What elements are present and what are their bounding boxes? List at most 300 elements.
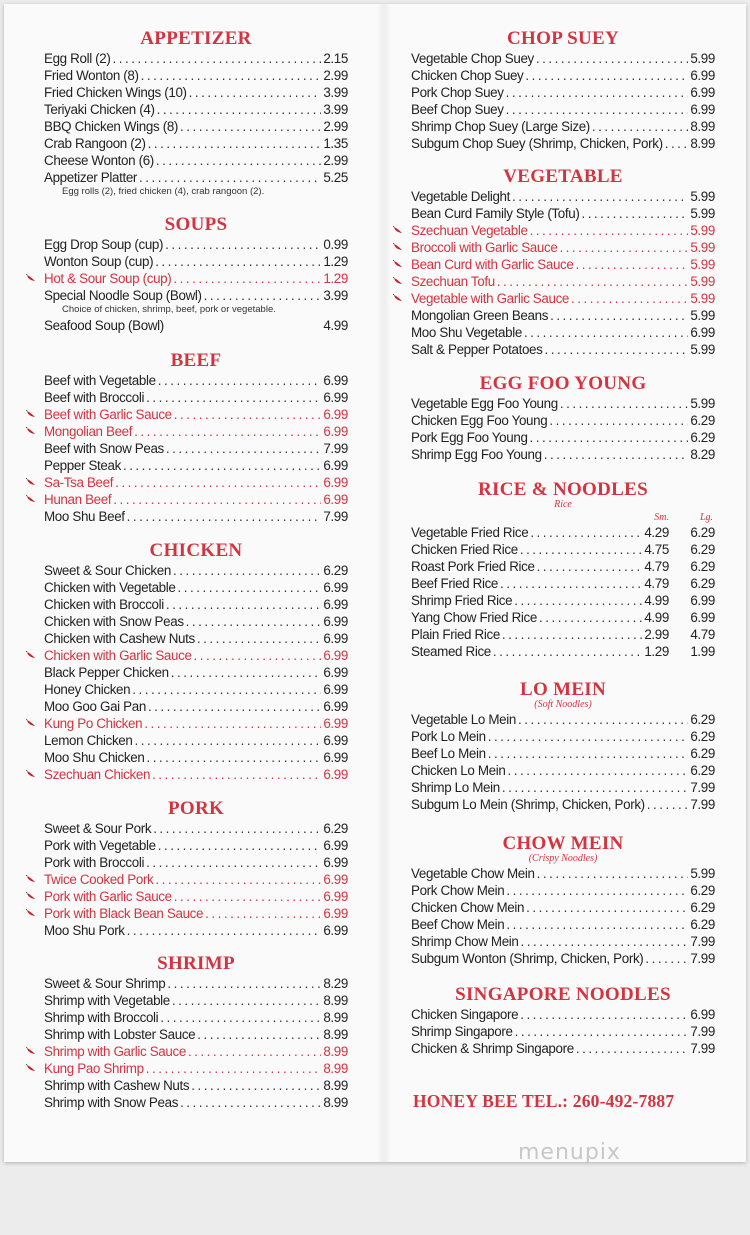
- dot-leader: [537, 558, 643, 575]
- chili-pepper-icon: [393, 226, 404, 234]
- chili-pepper-icon: [26, 909, 37, 917]
- item-name: Beef Fried Rice: [411, 576, 499, 591]
- section-chicken: [44, 540, 348, 783]
- menu-item-chicken-with-vegetable[interactable]: [44, 579, 348, 596]
- menu-item-special-noodle-soup-bowl[interactable]: [44, 287, 348, 304]
- dot-leader: [153, 820, 321, 837]
- dot-leader: [148, 698, 321, 715]
- menu-item-pork-with-black-bean-sauce[interactable]: [44, 905, 348, 922]
- item-name: Shrimp Lo Mein: [411, 780, 500, 795]
- dot-leader: [488, 745, 689, 762]
- menu-item-pork-with-garlic-sauce[interactable]: [44, 888, 348, 905]
- menu-item-seafood-soup-bowl[interactable]: [44, 317, 348, 334]
- item-name: Vegetable Chop Suey: [411, 51, 534, 66]
- menu-item-subgum-chop-suey-shrimp-chicken-pork[interactable]: [411, 135, 715, 152]
- item-price: 6.29: [690, 763, 715, 778]
- menu-item-crab-rangoon-2[interactable]: [44, 135, 348, 152]
- item-name: Steamed Rice: [411, 644, 491, 659]
- item-price: 6.99: [323, 597, 348, 612]
- menu-item-mongolian-beef[interactable]: [44, 423, 348, 440]
- dot-leader: [205, 905, 321, 922]
- menu-item-kung-po-chicken[interactable]: [44, 715, 348, 732]
- menu-item-egg-drop-soup-cup[interactable]: [44, 236, 348, 253]
- chili-pepper-icon: [26, 427, 37, 435]
- section-shrimp: [44, 953, 348, 1111]
- dot-leader: [539, 609, 642, 626]
- menu-item-hot-sour-soup-cup[interactable]: [44, 270, 348, 287]
- menu-item-shrimp-with-garlic-sauce[interactable]: [44, 1043, 348, 1060]
- item-price: 6.29: [323, 821, 348, 836]
- menu-item-chicken-chop-suey[interactable]: [411, 67, 715, 84]
- dot-leader: [525, 67, 688, 84]
- dot-leader: [665, 135, 689, 152]
- menu-item-chicken-fried-rice[interactable]: [411, 541, 715, 558]
- menu-item-vegetable-with-garlic-sauce[interactable]: [411, 290, 715, 307]
- dot-leader: [526, 899, 688, 916]
- menu-item-shrimp-chow-mein[interactable]: [411, 933, 715, 950]
- menu-item-appetizer-platter[interactable]: [44, 169, 348, 186]
- item-name: Beef Chop Suey: [411, 102, 504, 117]
- dot-leader: [647, 796, 689, 813]
- item-price-large: 6.29: [690, 542, 715, 557]
- item-price: 6.99: [323, 906, 348, 921]
- item-name: Pork with Garlic Sauce: [44, 889, 172, 904]
- menu-item-moo-shu-pork[interactable]: [44, 922, 348, 939]
- menu-item-vegetable-lo-mein[interactable]: [411, 711, 715, 728]
- menu-item-chicken-with-broccoli[interactable]: [44, 596, 348, 613]
- item-price: 7.99: [690, 934, 715, 949]
- item-price: 5.99: [690, 257, 715, 272]
- item-price-large: 1.99: [690, 644, 715, 659]
- section-heading: CHICKEN: [149, 540, 243, 561]
- item-name: Honey Chicken: [44, 682, 131, 697]
- item-price: 6.99: [323, 767, 348, 782]
- chili-pepper-icon: [393, 243, 404, 251]
- menu-item-pork-lo-mein[interactable]: [411, 728, 715, 745]
- item-price: 6.29: [323, 563, 348, 578]
- item-name: Moo Shu Pork: [44, 923, 125, 938]
- item-name: Wonton Soup (cup): [44, 254, 154, 269]
- dot-leader: [146, 854, 321, 871]
- dot-leader: [158, 372, 322, 389]
- dot-leader: [506, 882, 688, 899]
- item-price: 1.29: [323, 254, 348, 269]
- item-price: 8.29: [690, 447, 715, 462]
- menu-item-hunan-beef[interactable]: [44, 491, 348, 508]
- item-price: 3.99: [323, 288, 348, 303]
- item-price: 2.15: [323, 51, 348, 66]
- dot-leader: [135, 732, 322, 749]
- menu-item-beef-with-snow-peas[interactable]: [44, 440, 348, 457]
- dot-leader: [521, 933, 689, 950]
- item-price: 8.99: [323, 1010, 348, 1025]
- chili-pepper-icon: [393, 294, 404, 302]
- section-beef: [44, 350, 348, 525]
- item-name: Chicken with Snow Peas: [44, 614, 184, 629]
- menu-item-bean-curd-family-style-tofu[interactable]: [411, 205, 715, 222]
- item-price: 3.99: [323, 85, 348, 100]
- item-name: Sweet & Sour Pork: [44, 821, 152, 836]
- item-name: Crab Rangoon (2): [44, 136, 146, 151]
- menu-item-chicken-shrimp-singapore[interactable]: [411, 1040, 715, 1057]
- menu-item-sweet-sour-shrimp[interactable]: [44, 975, 348, 992]
- chili-pepper-icon: [26, 892, 37, 900]
- dot-leader: [167, 975, 321, 992]
- item-price: 2.99: [644, 627, 669, 642]
- dot-leader: [545, 341, 689, 358]
- menu-item-shrimp-egg-foo-young[interactable]: [411, 446, 715, 463]
- menu-item-shrimp-with-vegetable[interactable]: [44, 992, 348, 1009]
- menu-item-moo-shu-chicken[interactable]: [44, 749, 348, 766]
- item-price: 6.99: [323, 682, 348, 697]
- item-name: Vegetable Lo Mein: [411, 712, 516, 727]
- dot-leader: [502, 626, 642, 643]
- item-name: Moo Goo Gai Pan: [44, 699, 146, 714]
- menu-item-yang-chow-fried-rice[interactable]: [411, 609, 715, 626]
- menu-item-vegetable-delight[interactable]: [411, 188, 715, 205]
- item-name: Pork Egg Foo Young: [411, 430, 528, 445]
- item-name: Salt & Pepper Potatoes: [411, 342, 543, 357]
- dot-leader: [530, 222, 689, 239]
- item-name: Beef Chow Mein: [411, 917, 505, 932]
- menu-item-vegetable-fried-rice[interactable]: [411, 524, 715, 541]
- item-price: 4.99: [644, 593, 669, 608]
- section-rice-noodles: [411, 479, 715, 660]
- item-name: Beef with Vegetable: [44, 373, 156, 388]
- item-price: 8.99: [323, 1061, 348, 1076]
- menu-item-szechuan-vegetable[interactable]: [411, 222, 715, 239]
- item-price-large: 6.99: [690, 593, 715, 608]
- menu-item-chicken-egg-foo-young[interactable]: [411, 412, 715, 429]
- menu-item-moo-shu-beef[interactable]: [44, 508, 348, 525]
- dot-leader: [508, 762, 689, 779]
- item-price: 4.99: [644, 610, 669, 625]
- item-name: Shrimp with Garlic Sauce: [44, 1044, 186, 1059]
- dot-leader: [520, 1006, 688, 1023]
- menu-item-pork-egg-foo-young[interactable]: [411, 429, 715, 446]
- section-heading: BEEF: [170, 350, 222, 371]
- menu-item-shrimp-with-lobster-sauce[interactable]: [44, 1026, 348, 1043]
- page-fold: [377, 4, 391, 1162]
- dot-leader: [144, 715, 321, 732]
- item-name: Chicken Singapore: [411, 1007, 519, 1022]
- section-appetizer: [44, 28, 348, 199]
- menu-item-beef-with-garlic-sauce[interactable]: [44, 406, 348, 423]
- menu-item-lemon-chicken[interactable]: [44, 732, 348, 749]
- menu-item-mongolian-green-beans[interactable]: [411, 307, 715, 324]
- item-price-large: 4.79: [690, 627, 715, 642]
- item-name: Roast Pork Fried Rice: [411, 559, 535, 574]
- menu-item-bean-curd-with-garlic-sauce[interactable]: [411, 256, 715, 273]
- dot-leader: [173, 562, 321, 579]
- section-vegetable: [411, 166, 715, 358]
- dot-leader: [146, 1060, 322, 1077]
- menu-item-cheese-wonton-6[interactable]: [44, 152, 348, 169]
- item-name: Plain Fried Rice: [411, 627, 500, 642]
- dot-leader: [197, 630, 321, 647]
- item-name: Kung Pao Shrimp: [44, 1061, 144, 1076]
- item-name: Beef with Garlic Sauce: [44, 407, 172, 422]
- item-price: 7.99: [690, 780, 715, 795]
- menu-item-sweet-sour-pork[interactable]: [44, 820, 348, 837]
- dot-leader: [134, 423, 321, 440]
- item-price: 6.99: [323, 424, 348, 439]
- dot-leader: [581, 205, 688, 222]
- menu-item-twice-cooked-pork[interactable]: [44, 871, 348, 888]
- item-price: 6.99: [323, 580, 348, 595]
- menu-item-vegetable-egg-foo-young[interactable]: [411, 395, 715, 412]
- menu-item-plain-fried-rice[interactable]: [411, 626, 715, 643]
- menu-item-chicken-chow-mein[interactable]: [411, 899, 715, 916]
- item-note: Choice of chicken, shrimp, beef, pork or vegetable.: [62, 304, 276, 315]
- dot-leader: [146, 389, 321, 406]
- menu-item-chicken-singapore[interactable]: [411, 1006, 715, 1023]
- item-name: Broccoli with Garlic Sauce: [411, 240, 558, 255]
- item-name: Vegetable Delight: [411, 189, 511, 204]
- item-price: 6.99: [323, 733, 348, 748]
- item-price: 6.99: [323, 648, 348, 663]
- item-name: Shrimp with Vegetable: [44, 993, 170, 1008]
- item-name: Moo Shu Chicken: [44, 750, 145, 765]
- dot-leader: [172, 992, 321, 1009]
- dot-leader: [166, 440, 321, 457]
- menu-item-pork-chow-mein[interactable]: [411, 882, 715, 899]
- item-price: 1.29: [644, 644, 669, 659]
- item-name: Black Pepper Chicken: [44, 665, 169, 680]
- menu-item-fried-wonton-8[interactable]: [44, 67, 348, 84]
- item-name: Szechuan Tofu: [411, 274, 495, 289]
- item-price: 6.99: [323, 492, 348, 507]
- item-name: Cheese Wonton (6): [44, 153, 154, 168]
- item-price: 6.99: [323, 631, 348, 646]
- menu-item-vegetable-chow-mein[interactable]: [411, 865, 715, 882]
- menu-item-moo-shu-vegetable[interactable]: [411, 324, 715, 341]
- item-note: Egg rolls (2), fried chicken (4), crab rangoon (2).: [62, 186, 265, 197]
- menu-item-fried-chicken-wings-10[interactable]: [44, 84, 348, 101]
- dot-leader: [173, 270, 321, 287]
- menu-item-kung-pao-shrimp[interactable]: [44, 1060, 348, 1077]
- dot-leader: [493, 643, 642, 660]
- item-price: 6.99: [690, 68, 715, 83]
- menu-item-szechuan-chicken[interactable]: [44, 766, 348, 783]
- menu-item-steamed-rice[interactable]: [411, 643, 715, 660]
- dot-leader: [113, 50, 322, 67]
- item-name: Chicken Chow Mein: [411, 900, 525, 915]
- item-price: 5.25: [323, 170, 348, 185]
- dot-leader: [127, 508, 322, 525]
- menu-item-pork-chop-suey[interactable]: [411, 84, 715, 101]
- item-name: Appetizer Platter: [44, 170, 138, 185]
- item-name: Pork Chop Suey: [411, 85, 504, 100]
- item-name: Egg Drop Soup (cup): [44, 237, 164, 252]
- dot-leader: [191, 1077, 321, 1094]
- item-price: 6.99: [323, 838, 348, 853]
- item-name: Shrimp Fried Rice: [411, 593, 513, 608]
- item-price: 6.29: [690, 883, 715, 898]
- menu-item-beef-chow-mein[interactable]: [411, 916, 715, 933]
- item-price: 6.29: [690, 413, 715, 428]
- item-name: Kung Po Chicken: [44, 716, 143, 731]
- item-name: Vegetable Chow Mein: [411, 866, 535, 881]
- item-price: 6.99: [323, 855, 348, 870]
- chili-pepper-icon: [393, 277, 404, 285]
- item-price: 8.99: [323, 1078, 348, 1093]
- dot-leader: [500, 575, 642, 592]
- item-price: 7.99: [690, 1024, 715, 1039]
- menu-item-subgum-lo-mein-shrimp-chicken-pork[interactable]: [411, 796, 715, 813]
- menu-item-egg-roll-2[interactable]: [44, 50, 348, 67]
- dot-leader: [544, 446, 689, 463]
- chili-pepper-icon: [26, 478, 37, 486]
- menu-item-beef-lo-mein[interactable]: [411, 745, 715, 762]
- menu-item-subgum-wonton-shrimp-chicken-pork[interactable]: [411, 950, 715, 967]
- section-heading: VEGETABLE: [503, 166, 623, 187]
- dot-leader: [537, 865, 689, 882]
- item-price: 6.99: [323, 699, 348, 714]
- item-price: 5.99: [690, 189, 715, 204]
- item-price: 7.99: [323, 441, 348, 456]
- dot-leader: [174, 406, 322, 423]
- dot-leader: [515, 1023, 689, 1040]
- size-large-label: Lg.: [699, 512, 713, 523]
- item-name: Vegetable with Garlic Sauce: [411, 291, 570, 306]
- menu-item-pork-with-broccoli[interactable]: [44, 854, 348, 871]
- item-price: 6.29: [690, 917, 715, 932]
- item-price: 2.99: [323, 68, 348, 83]
- dot-leader: [123, 457, 321, 474]
- dot-leader: [141, 67, 322, 84]
- dot-leader: [166, 596, 321, 613]
- section-heading: PORK: [167, 798, 225, 819]
- item-name: Bean Curd Family Style (Tofu): [411, 206, 580, 221]
- menu-item-pork-with-vegetable[interactable]: [44, 837, 348, 854]
- menu-item-shrimp-fried-rice[interactable]: [411, 592, 715, 609]
- item-name: Chicken with Cashew Nuts: [44, 631, 195, 646]
- chili-pepper-icon: [26, 1047, 37, 1055]
- item-name: Fried Wonton (8): [44, 68, 139, 83]
- item-name: Yang Chow Fried Rice: [411, 610, 537, 625]
- dot-leader: [506, 101, 689, 118]
- menu-item-beef-fried-rice[interactable]: [411, 575, 715, 592]
- menu-item-honey-chicken[interactable]: [44, 681, 348, 698]
- item-name: Pork with Broccoli: [44, 855, 145, 870]
- dot-leader: [178, 579, 322, 596]
- menu-item-beef-chop-suey[interactable]: [411, 101, 715, 118]
- item-name: Chicken Fried Rice: [411, 542, 518, 557]
- menu-item-wonton-soup-cup[interactable]: [44, 253, 348, 270]
- item-name: Hot & Sour Soup (cup): [44, 271, 172, 286]
- menu-item-shrimp-chop-suey-large-size[interactable]: [411, 118, 715, 135]
- dot-leader: [189, 84, 322, 101]
- menu-item-vegetable-chop-suey[interactable]: [411, 50, 715, 67]
- menu-item-broccoli-with-garlic-sauce[interactable]: [411, 239, 715, 256]
- item-name: Pork with Black Bean Sauce: [44, 906, 204, 921]
- section-chop-suey: [411, 28, 715, 152]
- menu-item-beef-with-vegetable[interactable]: [44, 372, 348, 389]
- section-heading: SINGAPORE NOODLES: [455, 984, 671, 1005]
- item-name: Chicken Lo Mein: [411, 763, 506, 778]
- menu-item-sweet-sour-chicken[interactable]: [44, 562, 348, 579]
- section-heading: SOUPS: [164, 214, 228, 235]
- menu-item-szechuan-tofu[interactable]: [411, 273, 715, 290]
- dot-leader: [155, 253, 321, 270]
- item-price: 8.29: [323, 976, 348, 991]
- item-name: Sweet & Sour Shrimp: [44, 976, 166, 991]
- menu-item-chicken-lo-mein[interactable]: [411, 762, 715, 779]
- section-heading: SHRIMP: [157, 953, 235, 974]
- menu-item-shrimp-lo-mein[interactable]: [411, 779, 715, 796]
- section-subtitle: (Soft Noodles): [534, 699, 592, 710]
- dot-leader: [152, 766, 321, 783]
- section-chow-mein: [411, 833, 715, 967]
- menu-item-chicken-with-garlic-sauce[interactable]: [44, 647, 348, 664]
- dot-leader: [592, 118, 688, 135]
- item-price: 5.99: [690, 206, 715, 221]
- item-name: Chicken with Broccoli: [44, 597, 164, 612]
- menu-item-salt-pepper-potatoes[interactable]: [411, 341, 715, 358]
- menu-item-chicken-with-snow-peas[interactable]: [44, 613, 348, 630]
- item-name: Shrimp with Snow Peas: [44, 1095, 179, 1110]
- menu-item-shrimp-with-broccoli[interactable]: [44, 1009, 348, 1026]
- item-name: Fried Chicken Wings (10): [44, 85, 187, 100]
- item-price: 6.29: [690, 746, 715, 761]
- item-name: Sa-Tsa Beef: [44, 475, 114, 490]
- item-name: Subgum Lo Mein (Shrimp, Chicken, Pork): [411, 797, 645, 812]
- menu-item-pepper-steak[interactable]: [44, 457, 348, 474]
- dot-leader: [575, 256, 688, 273]
- item-price: 4.29: [644, 525, 669, 540]
- dot-leader: [155, 871, 321, 888]
- item-price: 6.99: [323, 750, 348, 765]
- phone-number[interactable]: HONEY BEE TEL.: 260-492-7887: [413, 1091, 675, 1111]
- chili-pepper-icon: [26, 274, 37, 282]
- menu-item-chicken-with-cashew-nuts[interactable]: [44, 630, 348, 647]
- item-price: 8.99: [323, 1044, 348, 1059]
- chili-pepper-icon: [26, 410, 37, 418]
- item-name: Teriyaki Chicken (4): [44, 102, 155, 117]
- item-price: 5.99: [690, 866, 715, 881]
- dot-leader: [536, 50, 688, 67]
- menu-item-teriyaki-chicken-4[interactable]: [44, 101, 348, 118]
- menu-item-bbq-chicken-wings-8[interactable]: [44, 118, 348, 135]
- item-price: 7.99: [690, 797, 715, 812]
- item-name: Chicken with Vegetable: [44, 580, 176, 595]
- menu-item-sa-tsa-beef[interactable]: [44, 474, 348, 491]
- menu-item-beef-with-broccoli[interactable]: [44, 389, 348, 406]
- dot-leader: [197, 1026, 321, 1043]
- item-price: 4.99: [323, 318, 348, 333]
- item-name: Vegetable Fried Rice: [411, 525, 529, 540]
- item-name: Shrimp Egg Foo Young: [411, 447, 542, 462]
- item-name: Moo Shu Beef: [44, 509, 125, 524]
- menu-item-shrimp-singapore[interactable]: [411, 1023, 715, 1040]
- menu-item-shrimp-with-cashew-nuts[interactable]: [44, 1077, 348, 1094]
- item-price: 7.99: [690, 951, 715, 966]
- section-heading: LO MEIN: [519, 679, 607, 700]
- dot-leader: [165, 236, 321, 253]
- menu-item-shrimp-with-snow-peas[interactable]: [44, 1094, 348, 1111]
- item-price: 3.99: [323, 102, 348, 117]
- menu-item-black-pepper-chicken[interactable]: [44, 664, 348, 681]
- dot-leader: [520, 541, 643, 558]
- dot-leader: [550, 307, 688, 324]
- item-name: Pork Lo Mein: [411, 729, 486, 744]
- dot-leader: [488, 728, 689, 745]
- menu-item-moo-goo-gai-pan[interactable]: [44, 698, 348, 715]
- item-name: Chicken Chop Suey: [411, 68, 524, 83]
- chili-pepper-icon: [26, 719, 37, 727]
- menu-item-roast-pork-fried-rice[interactable]: [411, 558, 715, 575]
